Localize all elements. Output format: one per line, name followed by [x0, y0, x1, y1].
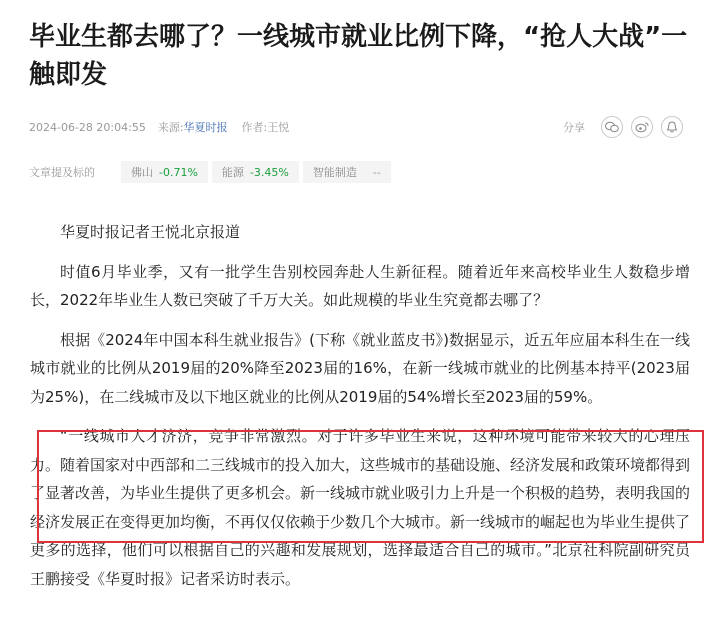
- stock-tag[interactable]: [212, 161, 299, 183]
- stock-name: 佛山: [131, 166, 153, 179]
- share-bar: [563, 116, 683, 138]
- paragraph: “一线城市人才济济，竞争非常激烈。对于许多毕业生来说，这种环境可能带来较大的心理压力。随着国家对中西部和二三线城市的投入加大，这些城市的基础设施、经济发展和政策环境都得到了显著改善，为毕业生提供了更多机会。新一线城市就业吸引力上升是一个积极的趋势，表明我国的经济发展正在变得更加均衡，不再仅仅依赖于少数几个大城市。新一线城市的崛起也为毕业生提供了更多的选择，他们可以根据自己的兴趣和发展规划，选择最适合自己的城市。”北京社科院副研究员王鹏接受《华夏时报》记者采访时表示。: [30, 427, 691, 588]
- stock-change: -3.45%: [249, 165, 289, 179]
- share-label: 分享: [563, 121, 585, 134]
- article-body: [30, 218, 690, 604]
- stock-tag[interactable]: [303, 161, 391, 183]
- source-link[interactable]: 华夏时报: [183, 121, 228, 134]
- author-name: 王悦: [267, 121, 290, 134]
- article-title: 毕业生都去哪了？一线城市就业比例下降，“抢人大战”一触即发: [29, 22, 688, 90]
- stock-tag[interactable]: [121, 161, 208, 183]
- stock-change: --: [372, 165, 381, 179]
- article-meta: [29, 116, 691, 138]
- publish-date: 2024-06-28 20:04:55: [29, 120, 146, 134]
- paragraph: 时值6月毕业季，又有一批学生告别校园奔赴人生新征程。随着近年来高校毕业生人数稳步增长，2022年毕业生人数已突破了千万大关。如此规模的毕业生究竟都去哪了？: [30, 262, 690, 309]
- stock-name: 能源: [221, 166, 244, 179]
- wechat-icon[interactable]: [601, 116, 623, 138]
- qzone-icon[interactable]: [661, 116, 683, 138]
- related-stocks: [29, 161, 395, 183]
- stock-name: 智能制造: [312, 166, 357, 179]
- stock-change: -0.71%: [159, 165, 198, 179]
- source-label: 来源:: [157, 121, 184, 134]
- weibo-icon[interactable]: [631, 116, 653, 138]
- related-stocks-label: 文章提及标的: [29, 166, 95, 179]
- author-label: 作者:: [241, 121, 268, 134]
- paragraph: 华夏时报记者王悦北京报道: [60, 223, 241, 241]
- paragraph: 根据《2024年中国本科生就业报告》(下称《就业蓝皮书》)数据显示，近五年应届本科生在一线城市就业的比例从2019届的20%降至2023届的16%，在新一线城市就业的比例基本持平(2023届为25%)，在二线城市及以下地区就业的比例从2019届的54%增长至2023届的59%。: [30, 330, 690, 406]
